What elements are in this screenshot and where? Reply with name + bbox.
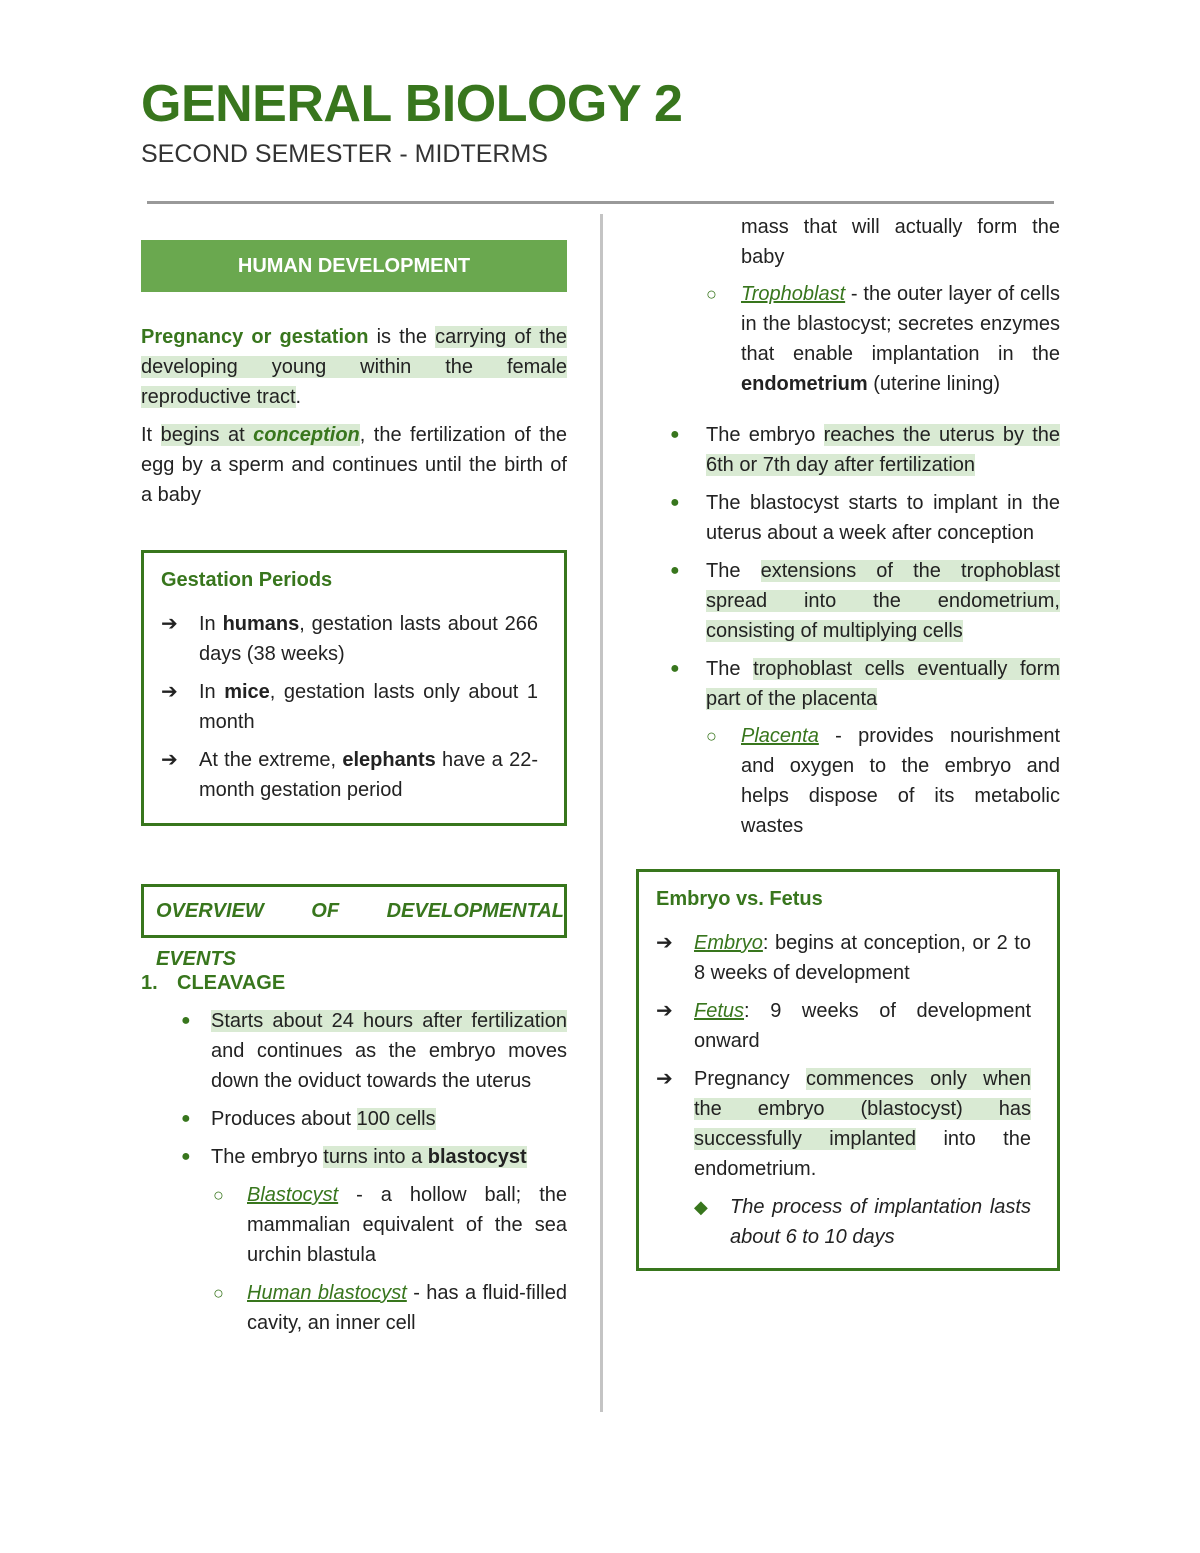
gestation-list [161, 609, 538, 805]
list-item: ◆ The process of implantation lasts about 6 to 10 days [694, 1192, 1031, 1252]
list-item: ○ Trophoblast - the outer layer of cells in the blastocyst; secretes enzymes that enable implantation in the endometrium (uterine lining) [636, 279, 1060, 399]
sub-bullet-icon: ○ [213, 1185, 224, 1205]
section-banner-human-development: HUMAN DEVELOPMENT [141, 240, 567, 292]
sub-bullet-icon: ○ [706, 284, 717, 304]
list-item: ➔ In humans, gestation lasts about 266 days (38 weeks) [161, 609, 538, 669]
term-human-blastocyst: Human blastocyst [247, 1282, 407, 1304]
gestation-periods-box [141, 550, 567, 826]
overview-heading-box: OVERVIEW OF DEVELOPMENTAL EVENTS [141, 884, 567, 938]
arrow-icon: ➔ [161, 681, 178, 703]
list-item: ○ Placenta - provides nourishment and oxygen to the embryo and helps dispose of its metabolic wastes [636, 721, 1060, 841]
list-item: ● The extensions of the trophoblast spread into the endometrium, consisting of multiplying cells [636, 556, 1060, 646]
arrow-icon: ➔ [656, 1000, 673, 1022]
bullet-icon: ● [670, 426, 680, 443]
arrow-icon: ➔ [161, 749, 178, 771]
term-fetus: Fetus [694, 1000, 745, 1022]
list-item: ● The embryo turns into a blastocyst [141, 1142, 567, 1172]
cleavage-heading: 1. CLEAVAGE [141, 972, 286, 994]
term-pregnancy: Pregnancy or gestation [141, 326, 369, 348]
list-item: ● The embryo reaches the uterus by the 6th or 7th day after fertilization [636, 420, 1060, 480]
list-item: ● Produces about 100 cells [141, 1104, 567, 1134]
list-item: ➔ Fetus: 9 weeks of development onward [656, 996, 1031, 1056]
diamond-bullet-icon: ◆ [694, 1197, 708, 1217]
box-title: Gestation Periods [161, 569, 333, 591]
list-item: ● The blastocyst starts to implant in the uterus about a week after conception [636, 488, 1060, 548]
bullet-icon: ● [670, 494, 680, 511]
paragraph-pregnancy: Pregnancy or gestation is the carrying of the developing young within the female reproductive tract. [141, 326, 567, 408]
continued-text: mass that will actually form the baby [741, 216, 1060, 268]
term-blastocyst: Blastocyst [247, 1184, 339, 1206]
term-placenta: Placenta [741, 725, 819, 747]
embryo-vs-fetus-box [636, 869, 1060, 1271]
list-item: ➔ Embryo: begins at conception, or 2 to 8 weeks of development [656, 928, 1031, 988]
cleavage-list [141, 1006, 567, 1338]
bullet-icon: ● [181, 1148, 191, 1165]
page-subtitle: SECOND SEMESTER - MIDTERMS [141, 140, 548, 168]
list-item: ➔ At the extreme, elephants have a 22-month gestation period [161, 745, 538, 805]
left-column [141, 240, 567, 1338]
list-item: ○ Blastocyst - a hollow ball; the mammalian equivalent of the sea urchin blastula [141, 1180, 567, 1270]
right-column [636, 212, 1060, 1271]
term-conception: conception [253, 424, 360, 446]
list-item: ● Starts about 24 hours after fertilization and continues as the embryo moves down the oviduct towards the uterus [141, 1006, 567, 1096]
box-title: Embryo vs. Fetus [656, 888, 823, 910]
list-item: ➔ Pregnancy commences only when the embryo (blastocyst) has successfully implanted into the endometrium. ◆ The process of implantation lasts about 6 to 10 days [656, 1064, 1031, 1252]
sub-bullet-icon: ○ [706, 726, 717, 746]
term-embryo: Embryo [694, 932, 763, 954]
bullet-icon: ● [181, 1012, 191, 1029]
header-divider [147, 201, 1054, 204]
highlight: carrying of the developing young within the female reproductive tract [141, 326, 567, 408]
embryo-fetus-list [656, 928, 1031, 1252]
arrow-icon: ➔ [656, 932, 673, 954]
bullet-icon: ● [181, 1110, 191, 1127]
bullet-icon: ● [670, 562, 680, 579]
page-title: GENERAL BIOLOGY 2 [141, 75, 683, 133]
highlight: begins at conception [160, 424, 360, 446]
column-divider [600, 214, 603, 1412]
bullet-icon: ● [670, 660, 680, 677]
list-item: ○ Human blastocyst - has a fluid-filled cavity, an inner cell [141, 1278, 567, 1338]
arrow-icon: ➔ [161, 613, 178, 635]
arrow-icon: ➔ [656, 1068, 673, 1090]
list-item: ● The trophoblast cells eventually form part of the placenta [636, 654, 1060, 714]
list-item: ➔ In mice, gestation lasts only about 1 month [161, 677, 538, 737]
sub-bullet-icon: ○ [213, 1283, 224, 1303]
term-trophoblast: Trophoblast [741, 283, 846, 305]
paragraph-conception: It begins at conception, the fertilization of the egg by a sperm and continues until the birth of a baby [141, 424, 568, 506]
